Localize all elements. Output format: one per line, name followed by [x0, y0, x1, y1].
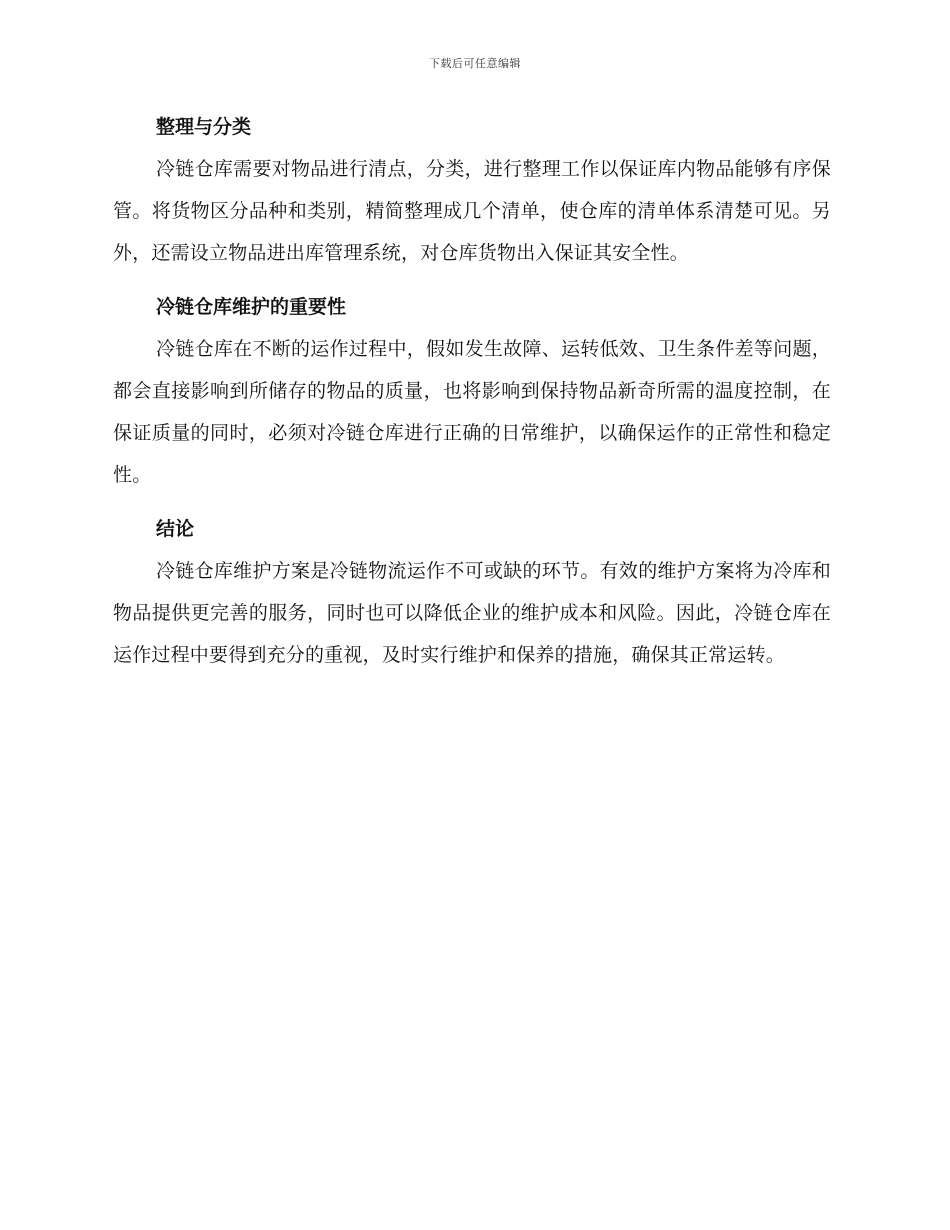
section-paragraph: 冷链仓库需要对物品进行清点，分类，进行整理工作以保证库内物品能够有序保管。将货物区分品种和类别，精简整理成几个清单，使仓库的清单体系清楚可见。另外，还需设立物品进出库管理系统，对仓库货物出入保证其安全性。: [113, 158, 831, 264]
section-heading: 冷链仓库维护的重要性: [156, 296, 347, 318]
document-body: [113, 106, 831, 688]
section-heading: 整理与分类: [156, 116, 252, 138]
section-maintenance-importance: [113, 286, 831, 496]
section-heading: 结论: [156, 518, 195, 540]
section-paragraph: 冷链仓库在不断的运作过程中，假如发生故障、运转低效、卫生条件差等问题，都会直接影响到所储存的物品的质量，也将影响到保持物品新奇所需的温度控制，在保证质量的同时，必须对冷链仓库进行正确的日常维护，以确保运作的正常性和稳定性。: [113, 338, 831, 486]
section-conclusion: [113, 508, 831, 676]
header-note: 下载后可任意编辑: [429, 57, 521, 70]
section-sorting-classification: [113, 106, 831, 274]
section-paragraph: 冷链仓库维护方案是冷链物流运作不可或缺的环节。有效的维护方案将为冷库和物品提供更完善的服务，同时也可以降低企业的维护成本和风险。因此，冷链仓库在运作过程中要得到充分的重视，及时实行维护和保养的措施，确保其正常运转。: [113, 560, 831, 666]
